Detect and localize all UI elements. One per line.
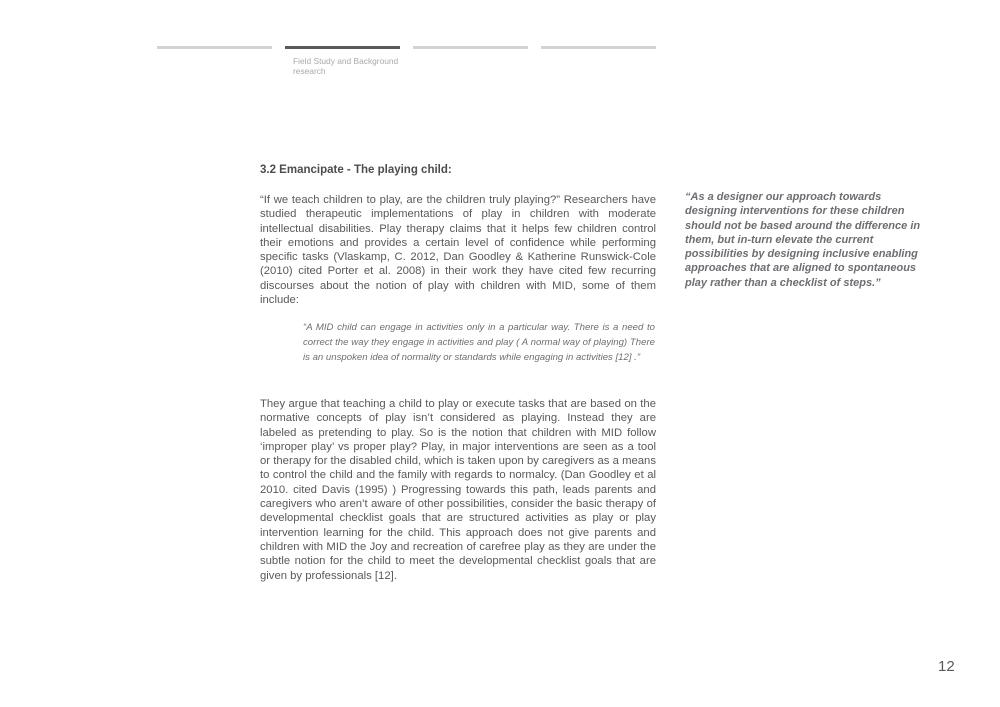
block-quote: “A MID child can engage in activities only in a particular way. There is a need to correct the way they engage in activities and play ( A normal way of playing) There is an unspoken idea of normality or standards while engaging in activities [12] .” (303, 322, 655, 364)
nav-segment-2[interactable] (285, 46, 400, 49)
nav-segment-4[interactable] (541, 46, 656, 49)
nav-segment-label: Field Study and Background research (293, 56, 399, 76)
progress-nav (157, 46, 657, 86)
body-paragraph-1: “If we teach children to play, are the children truly playing?” Researchers have studied therapeutic implementations of play in children with moderate intellectual disabilities. Play therapy claims that it helps few children control their emotions and provides a certain level of confidence while performing specific tasks (Vlaskamp, C. 2012, Dan Goodley & Katherine Runswick-Cole (2010) cited Porter et al. 2008) in their work they have cited few recurring discourses about the notion of play with children with MID, some of them include: (260, 194, 656, 307)
page-number: 12 (938, 658, 955, 675)
section-title: 3.2 Emancipate - The playing child: (260, 164, 452, 176)
nav-segment-1[interactable] (157, 46, 272, 49)
pull-quote: “As a designer our approach towards designing interventions for these children should not be based around the difference in them, but in-turn elevate the current possibilities by designing inclusive enabling approaches that are aligned to spontaneous play rather than a checklist of steps.” (685, 191, 921, 289)
body-paragraph-2: They argue that teaching a child to play or execute tasks that are based on the normative concepts of play isn’t considered as playing. Instead they are labeled as pretending to play. So is the notion that children with MID follow ‘improper play’ vs proper play? Play, in major interventions are seen as a tool or therapy for the disabled child, which is taken upon by caregivers as a means to control the child and the family with regards to normalcy. (Dan Goodley et al 2010. cited Davis (1995) ) Progressing towards this path, leads parents and caregivers who aren’t aware of other possibilities, consider the basic therapy of developmental checklist goals that are structured activities as play or play intervention learning for the child. This approach does not give parents and children with MID the Joy and recreation of carefree play as they are under the subtle notion for the child to meet the developmental checklist goals that are given by professionals [12]. (260, 398, 656, 582)
nav-segment-3[interactable] (413, 46, 528, 49)
